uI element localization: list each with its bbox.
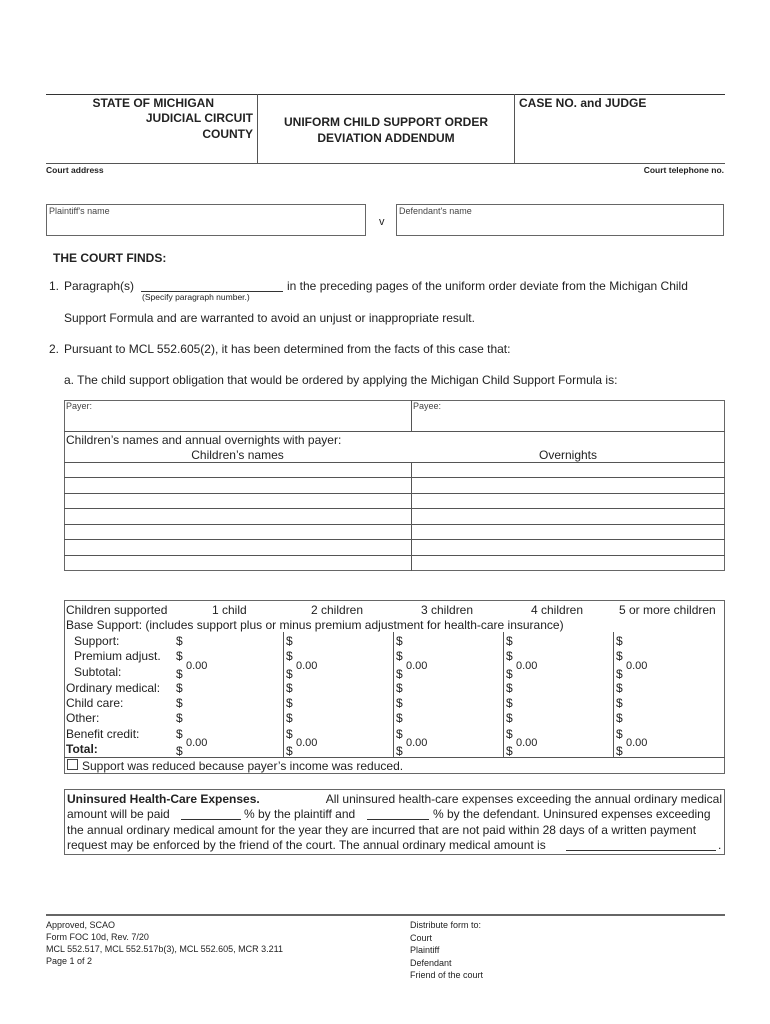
ordinary-medical-amount-input[interactable] [566,838,716,851]
amount-input[interactable] [515,711,610,725]
currency-symbol: $ [286,744,293,758]
total-value: 0.00 [186,737,208,749]
form-title-line1: UNIFORM CHILD SUPPORT ORDER [284,115,488,129]
amount-input[interactable] [405,696,500,710]
amount-input[interactable] [625,696,720,710]
court-finds-heading: THE COURT FINDS: [53,251,167,265]
currency-symbol: $ [286,681,293,695]
col-4-children: 4 children [531,603,584,617]
row-subtotal: Subtotal: [74,665,122,679]
subtotal-value: 0.00 [406,660,428,672]
total-value: 0.00 [516,737,538,749]
overnights-input[interactable] [412,478,724,492]
currency-symbol: $ [176,681,183,695]
currency-symbol: $ [176,711,183,725]
county-label: COUNTY [202,127,253,141]
amount-input[interactable] [515,681,610,695]
amount-input[interactable] [405,711,500,725]
versus-label: v [379,216,385,228]
currency-symbol: $ [286,711,293,725]
paragraph-number-hint: (Specify paragraph number.) [142,292,250,302]
header-bottom-rule [46,163,725,164]
case-number-label: CASE NO. and JUDGE [519,96,647,110]
currency-symbol: $ [176,667,183,681]
subtotal-value: 0.00 [296,660,318,672]
footer-page: Page 1 of 2 [46,956,93,966]
subtotal-value: 0.00 [186,660,208,672]
item-1-number: 1. [49,279,60,293]
footer-mcl: MCL 552.517, MCL 552.517b(3), MCL 552.605, MCR 3.211 [46,944,283,954]
footer-right [410,919,483,982]
col-3-children: 3 children [421,603,474,617]
uninsured-title: Uninsured Health-Care Expenses. [67,792,260,806]
col-5-children: 5 or more children [619,603,716,617]
distribute-plaintiff: Plaintiff [410,945,440,955]
amount-input[interactable] [625,711,720,725]
uninsured-line2-a: amount will be paid [67,807,170,821]
plaintiff-name-field[interactable] [46,204,366,236]
footer-rule [46,914,725,916]
distribute-court: Court [410,932,433,943]
item-2-text: Pursuant to MCL 552.605(2), it has been determined from the facts of this case that: [64,342,511,356]
currency-symbol: $ [286,634,293,648]
row-premium: Premium adjust. [74,649,161,663]
children-names-header: Children’s names [191,448,284,462]
amount-input[interactable] [295,696,390,710]
child-name-input[interactable] [65,463,410,477]
footer-approved: Approved, SCAO [46,920,116,930]
row-total: Total: [66,742,98,756]
amount-input[interactable] [185,681,280,695]
currency-symbol: $ [176,696,183,710]
children-table-rule [64,431,725,432]
uninsured-line4: request may be enforced by the friend of the court. The annual ordinary medical amount is [67,838,546,852]
overnights-input[interactable] [412,525,724,539]
payer-input[interactable] [65,412,409,430]
distribute-defendant: Defendant [410,957,452,968]
total-value: 0.00 [406,737,428,749]
child-name-input[interactable] [65,509,410,523]
row-benefit-credit: Benefit credit: [66,727,140,741]
header-divider-2 [514,94,515,163]
overnights-input[interactable] [412,494,724,508]
currency-symbol: $ [506,727,513,741]
paragraph-number-input[interactable] [141,279,283,292]
currency-symbol: $ [396,681,403,695]
currency-symbol: $ [176,634,183,648]
uninsured-line2-c: % by the defendant. Uninsured expenses exceeding [433,807,711,821]
row-child-care: Child care: [66,696,124,710]
distribute-heading: Distribute form to: [410,920,482,930]
currency-symbol: $ [506,649,513,663]
amount-input[interactable] [295,634,390,648]
currency-symbol: $ [286,649,293,663]
currency-symbol: $ [616,711,623,725]
currency-symbol: $ [396,711,403,725]
currency-symbol: $ [506,634,513,648]
support-table-rule [64,757,725,758]
amount-input[interactable] [295,711,390,725]
uninsured-line4-end: . [718,838,722,852]
currency-symbol: $ [176,744,183,758]
amount-input[interactable] [185,634,280,648]
overnights-input[interactable] [412,540,724,554]
currency-symbol: $ [286,696,293,710]
currency-symbol: $ [396,649,403,663]
child-name-input[interactable] [65,494,410,508]
amount-input[interactable] [625,634,720,648]
overnights-input[interactable] [412,509,724,523]
plaintiff-percent-input[interactable] [181,807,241,820]
header-top-rule [46,94,725,95]
payee-input[interactable] [412,412,723,430]
support-col-divider [393,632,394,757]
item-1-text: in the preceding pages of the uniform order deviate from the Michigan Child [287,279,688,293]
children-intro: Children’s names and annual overnights with payer: [66,433,342,447]
state-label: STATE OF MICHIGAN [92,96,214,110]
subtotal-value: 0.00 [626,660,648,672]
currency-symbol: $ [396,727,403,741]
item-2a-text: a. The child support obligation that would be ordered by applying the Michigan Child Support Formula is: [64,373,618,387]
plaintiff-name-label: Plaintiff's name [49,206,110,216]
currency-symbol: $ [616,727,623,741]
support-col-divider [613,632,614,757]
currency-symbol: $ [176,649,183,663]
item-2-number: 2. [49,342,60,356]
currency-symbol: $ [616,649,623,663]
uninsured-line3: the annual ordinary medical amount for the year they are incurred that are not paid within 28 days of a written payment [67,823,697,837]
currency-symbol: $ [616,634,623,648]
subtotal-value: 0.00 [516,660,538,672]
form-title-line2: DEVIATION ADDENDUM [317,131,455,145]
currency-symbol: $ [286,727,293,741]
currency-symbol: $ [616,681,623,695]
col-2-children: 2 children [311,603,364,617]
currency-symbol: $ [616,667,623,681]
currency-symbol: $ [506,744,513,758]
income-reduced-label: Support was reduced because payer’s income was reduced. [82,759,404,773]
amount-input[interactable] [405,681,500,695]
uninsured-line1: All uninsured health-care expenses exceeding the annual ordinary medical [325,792,722,806]
circuit-label: JUDICIAL CIRCUIT [145,111,253,125]
defendant-name-label: Defendant's name [399,206,472,216]
overnights-input[interactable] [412,556,724,570]
currency-symbol: $ [616,744,623,758]
currency-symbol: $ [396,744,403,758]
currency-symbol: $ [396,634,403,648]
currency-symbol: $ [506,667,513,681]
income-reduced-checkbox[interactable] [67,759,78,770]
amount-input[interactable] [185,696,280,710]
row-support: Support: [74,634,120,648]
base-support-label: Base Support: (includes support plus or minus premium adjustment for health-care insurance) [66,618,564,632]
support-col-divider [283,632,284,757]
child-name-input[interactable] [65,525,410,539]
uninsured-line2-b: % by the plaintiff and [244,807,356,821]
court-phone-label: Court telephone no. [643,165,724,175]
currency-symbol: $ [506,681,513,695]
child-name-input[interactable] [65,478,410,492]
currency-symbol: $ [506,711,513,725]
amount-input[interactable] [405,634,500,648]
defendant-name-field[interactable] [396,204,724,236]
item-1-label: Paragraph(s) [64,279,135,293]
col-1-child: 1 child [212,603,247,617]
currency-symbol: $ [396,696,403,710]
footer-form: Form FOC 10d, Rev. 7/20 [46,932,149,942]
defendant-percent-input[interactable] [367,807,429,820]
child-name-input[interactable] [65,540,410,554]
currency-symbol: $ [176,727,183,741]
child-name-input[interactable] [65,556,410,570]
currency-symbol: $ [286,667,293,681]
total-value: 0.00 [296,737,318,749]
support-col-divider [503,632,504,757]
row-ordinary-medical: Ordinary medical: [66,681,161,695]
amount-input[interactable] [625,681,720,695]
total-value: 0.00 [626,737,648,749]
currency-symbol: $ [396,667,403,681]
overnights-header: Overnights [538,448,598,462]
payee-label: Payee: [413,401,442,411]
children-supported-header: Children supported [66,603,168,617]
currency-symbol: $ [616,696,623,710]
amount-input[interactable] [185,711,280,725]
court-address-label: Court address [46,165,104,175]
payer-label: Payer: [66,401,93,411]
overnights-input[interactable] [412,463,724,477]
distribute-foc: Friend of the court [410,970,484,980]
currency-symbol: $ [506,696,513,710]
row-other: Other: [66,711,100,725]
footer-left [46,919,283,967]
amount-input[interactable] [515,696,610,710]
item-1-text-line2: Support Formula and are warranted to avoid an unjust or inappropriate result. [64,311,475,325]
amount-input[interactable] [515,634,610,648]
amount-input[interactable] [295,681,390,695]
